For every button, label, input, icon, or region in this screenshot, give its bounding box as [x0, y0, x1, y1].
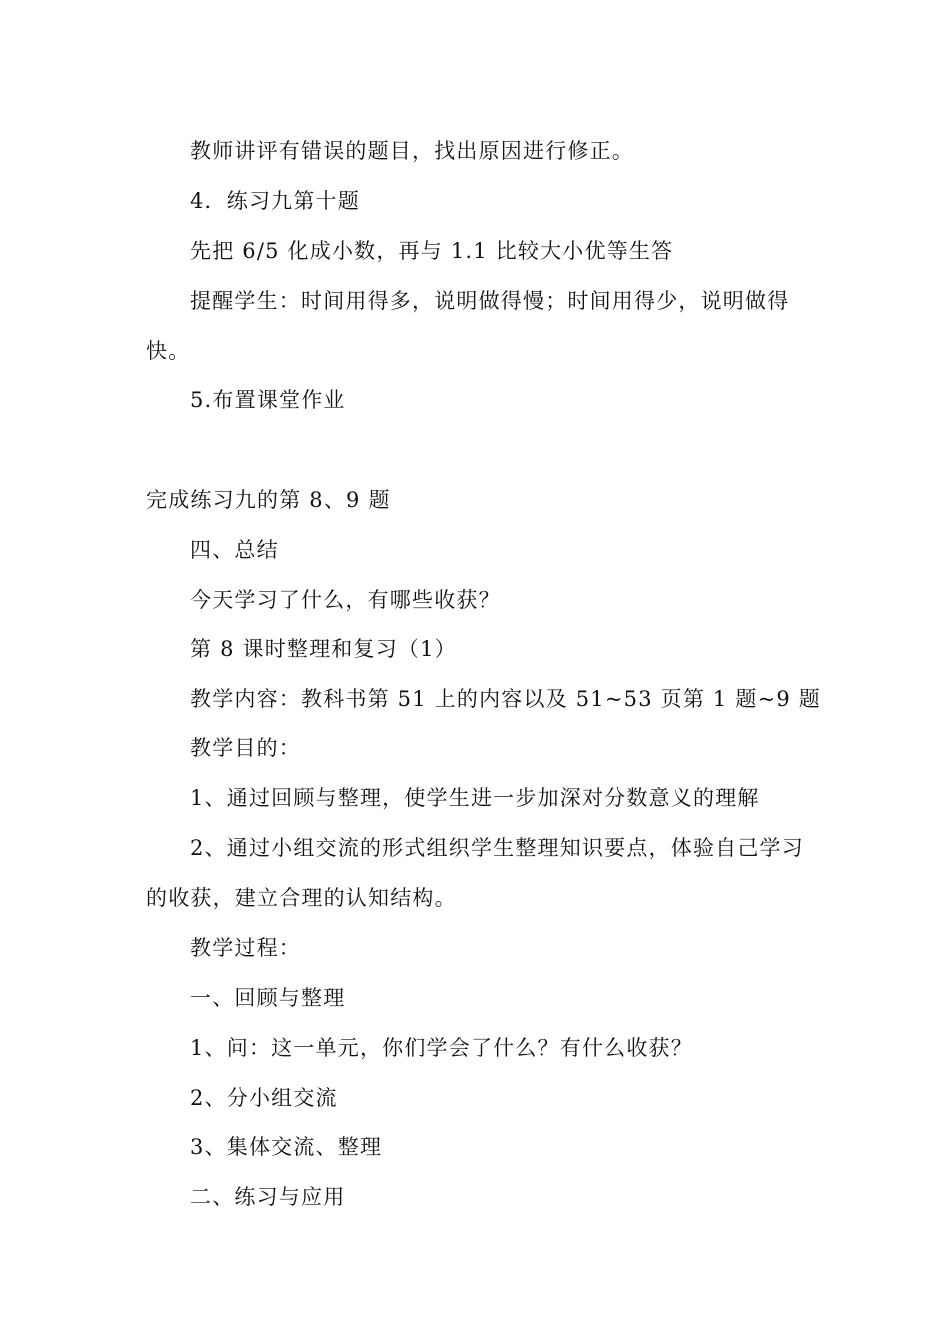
paragraph-line: 完成练习九的第 8、9 题 — [146, 488, 391, 512]
paragraph-line: 1、问：这一单元，你们学会了什么？有什么收获？ — [190, 1036, 693, 1060]
paragraph-line: 提醒学生：时间用得多，说明做得慢；时间用得少，说明做得 — [190, 289, 790, 313]
paragraph-line: 快。 — [146, 339, 191, 363]
section-heading: 一、回顾与整理 — [190, 986, 346, 1010]
paragraph-line: 1、通过回顾与整理，使学生进一步加深对分数意义的理解 — [190, 786, 760, 810]
paragraph-line: 教师讲评有错误的题目，找出原因进行修正。 — [190, 139, 634, 163]
paragraph-line: 教学目的： — [190, 736, 301, 760]
paragraph-line: 教学内容：教科书第 51 上的内容以及 51~53 页第 1 题~9 题 — [190, 687, 822, 711]
section-heading: 二、练习与应用 — [190, 1185, 346, 1209]
paragraph-line: 先把 6/5 化成小数，再与 1.1 比较大小优等生答 — [190, 239, 674, 263]
paragraph-line: 4．练习九第十题 — [190, 189, 360, 213]
paragraph-line: 3、集体交流、整理 — [190, 1135, 383, 1159]
paragraph-line: 今天学习了什么，有哪些收获？ — [190, 588, 501, 612]
lesson-title: 第 8 课时整理和复习（1） — [190, 637, 457, 661]
paragraph-line: 教学过程： — [190, 936, 301, 960]
paragraph-line: 2、通过小组交流的形式组织学生整理知识要点，体验自己学习 — [190, 836, 804, 860]
paragraph-line: 2、分小组交流 — [190, 1086, 338, 1110]
paragraph-line: 的收获，建立合理的认知结构。 — [146, 886, 457, 910]
paragraph-line: 5.布置课堂作业 — [190, 388, 346, 412]
section-heading: 四、总结 — [190, 538, 279, 562]
